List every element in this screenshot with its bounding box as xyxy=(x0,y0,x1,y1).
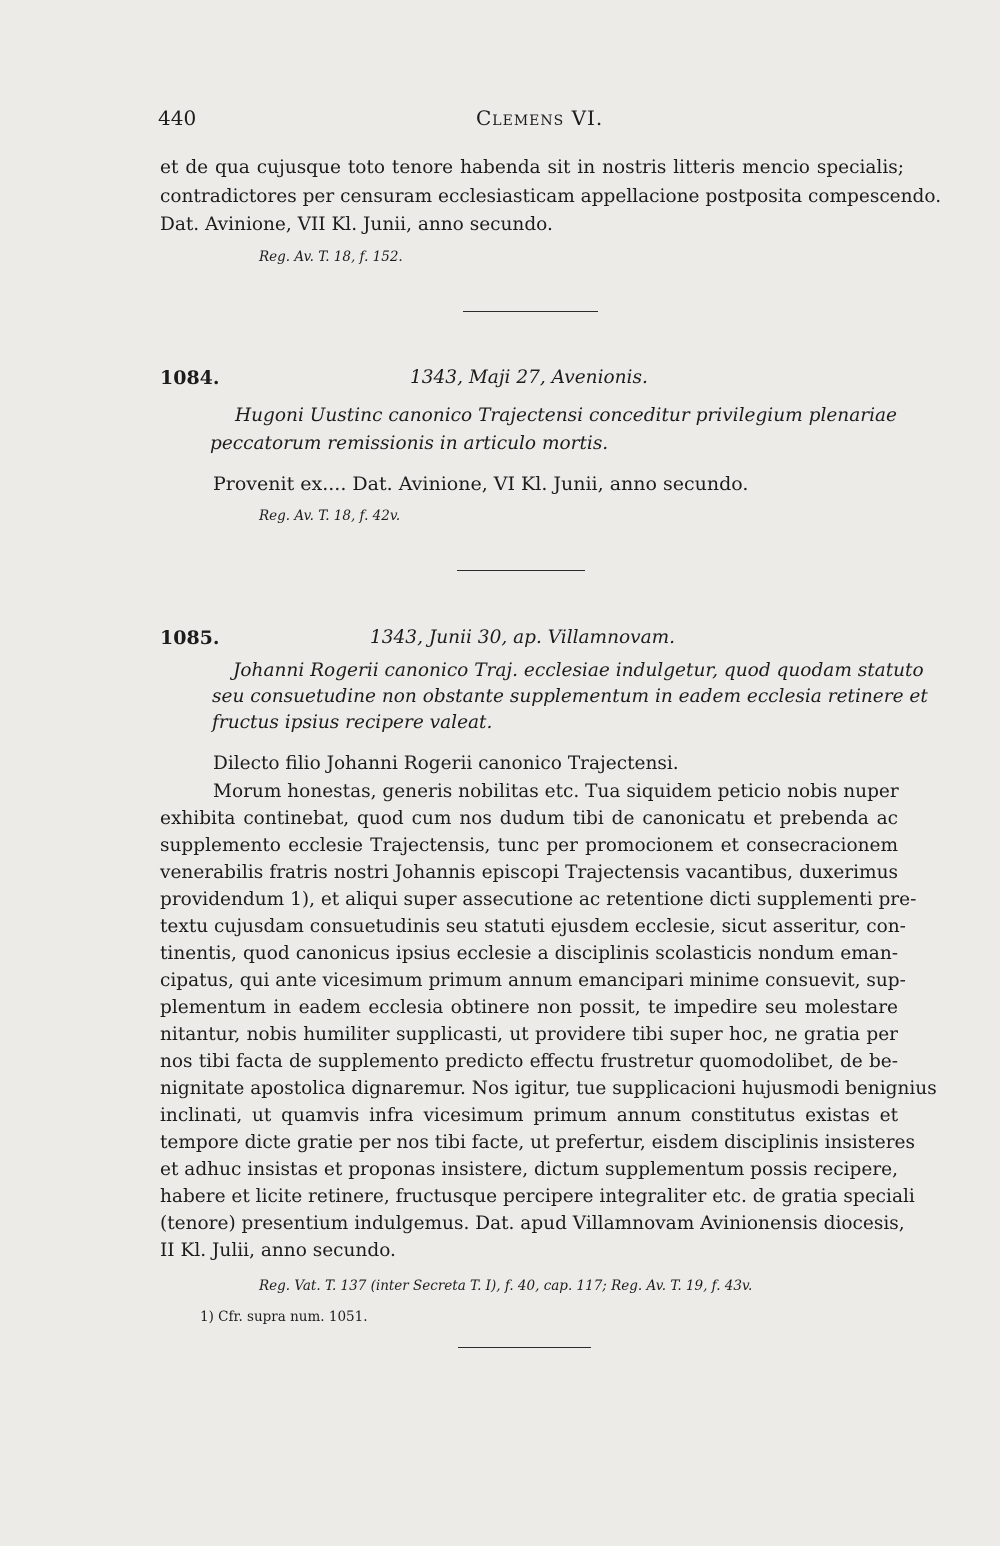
body-line: tempore dicte gratie per nos tibi facte, ut prefertur, eisdem disciplinis insisteres xyxy=(160,1132,915,1153)
entry-summary-line: Hugoni Uustinc canonico Trajectensi conceditur privilegium plenariae xyxy=(235,405,897,426)
entry-reference: Reg. Av. T. 18, f. 42v. xyxy=(259,508,401,524)
body-line: providendum 1), et aliqui super assecutione ac retentione dicti supplementi pre- xyxy=(160,889,917,910)
entry-number: 1084. xyxy=(160,367,220,389)
body-line: exhibita continebat, quod cum nos dudum tibi de canonicatu et prebenda ac xyxy=(160,808,898,829)
body-line: venerabilis fratris nostri Johannis episcopi Trajectensis vacantibus, duxerimus xyxy=(160,862,898,883)
running-title: Clemens VI. xyxy=(476,106,604,130)
entry-summary-line: Johanni Rogerii canonico Traj. ecclesiae indulgetur, quod quodam statuto xyxy=(233,660,924,681)
body-line: et adhuc insistas et proponas insistere, dictum supplementum possis recipere, xyxy=(160,1159,898,1180)
body-line: Morum honestas, generis nobilitas etc. Tua siquidem peticio nobis nuper xyxy=(213,781,899,802)
prev-entry-line: Dat. Avinione, VII Kl. Junii, anno secundo. xyxy=(160,214,553,235)
prev-entry-line: contradictores per censuram ecclesiasticam appellacione postposita compescendo. xyxy=(160,186,942,207)
body-line: plementum in eadem ecclesia obtinere non possit, te impedire seu molestare xyxy=(160,997,898,1018)
body-line: textu cujusdam consuetudinis seu statuti ejusdem ecclesie, sicut asseritur, con- xyxy=(160,916,906,937)
prev-entry-line: et de qua cujusque toto tenore habenda sit in nostris litteris mencio specialis; xyxy=(160,157,904,178)
body-line: nos tibi facta de supplemento predicto effectu frustretur quomodolibet, de be- xyxy=(160,1051,898,1072)
body-line: habere et licite retinere, fructusque percipere integraliter etc. de gratia speciali xyxy=(160,1186,915,1207)
body-line: II Kl. Julii, anno secundo. xyxy=(160,1240,396,1261)
section-divider xyxy=(458,1347,591,1348)
entry-text: Provenit ex.... Dat. Avinione, VI Kl. Junii, anno secundo. xyxy=(213,473,749,495)
section-divider xyxy=(457,570,585,571)
entry-reference: Reg. Vat. T. 137 (inter Secreta T. I), f. 40, cap. 117; Reg. Av. T. 19, f. 43v. xyxy=(259,1278,753,1294)
body-line: nignitate apostolica dignaremur. Nos igitur, tue supplicacioni hujusmodi benignius xyxy=(160,1078,937,1099)
entry-date: 1343, Junii 30, ap. Villamnovam. xyxy=(370,627,676,648)
entry-summary-line: seu consuetudine non obstante supplementum in eadem ecclesia retinere et xyxy=(212,686,928,707)
body-line: tinentis, quod canonicus ipsius ecclesie a disciplinis scolasticis nondum eman- xyxy=(160,943,898,964)
entry-summary-line: peccatorum remissionis in articulo mortis. xyxy=(210,433,609,454)
body-line: cipatus, qui ante vicesimum primum annum emancipari minime consuevit, sup- xyxy=(160,970,906,991)
body-line: inclinati, ut quamvis infra vicesimum primum annum constitutus existas et xyxy=(160,1105,898,1126)
footnote: 1) Cfr. supra num. 1051. xyxy=(200,1309,368,1325)
page-number: 440 xyxy=(158,106,197,130)
body-line: supplemento ecclesie Trajectensis, tunc per promocionem et consecracionem xyxy=(160,835,898,856)
entry-date: 1343, Maji 27, Avenionis. xyxy=(410,367,648,388)
entry-summary-line: fructus ipsius recipere valeat. xyxy=(212,712,493,733)
section-divider xyxy=(463,311,598,312)
body-line: (tenore) presentium indulgemus. Dat. apud Villamnovam Avinionensis diocesis, xyxy=(160,1213,905,1234)
entry-number: 1085. xyxy=(160,627,220,649)
body-line: nitantur, nobis humiliter supplicasti, ut providere tibi super hoc, ne gratia per xyxy=(160,1024,898,1045)
prev-entry-reference: Reg. Av. T. 18, f. 152. xyxy=(259,249,403,265)
letter-address: Dilecto filio Johanni Rogerii canonico Trajectensi. xyxy=(213,753,679,774)
